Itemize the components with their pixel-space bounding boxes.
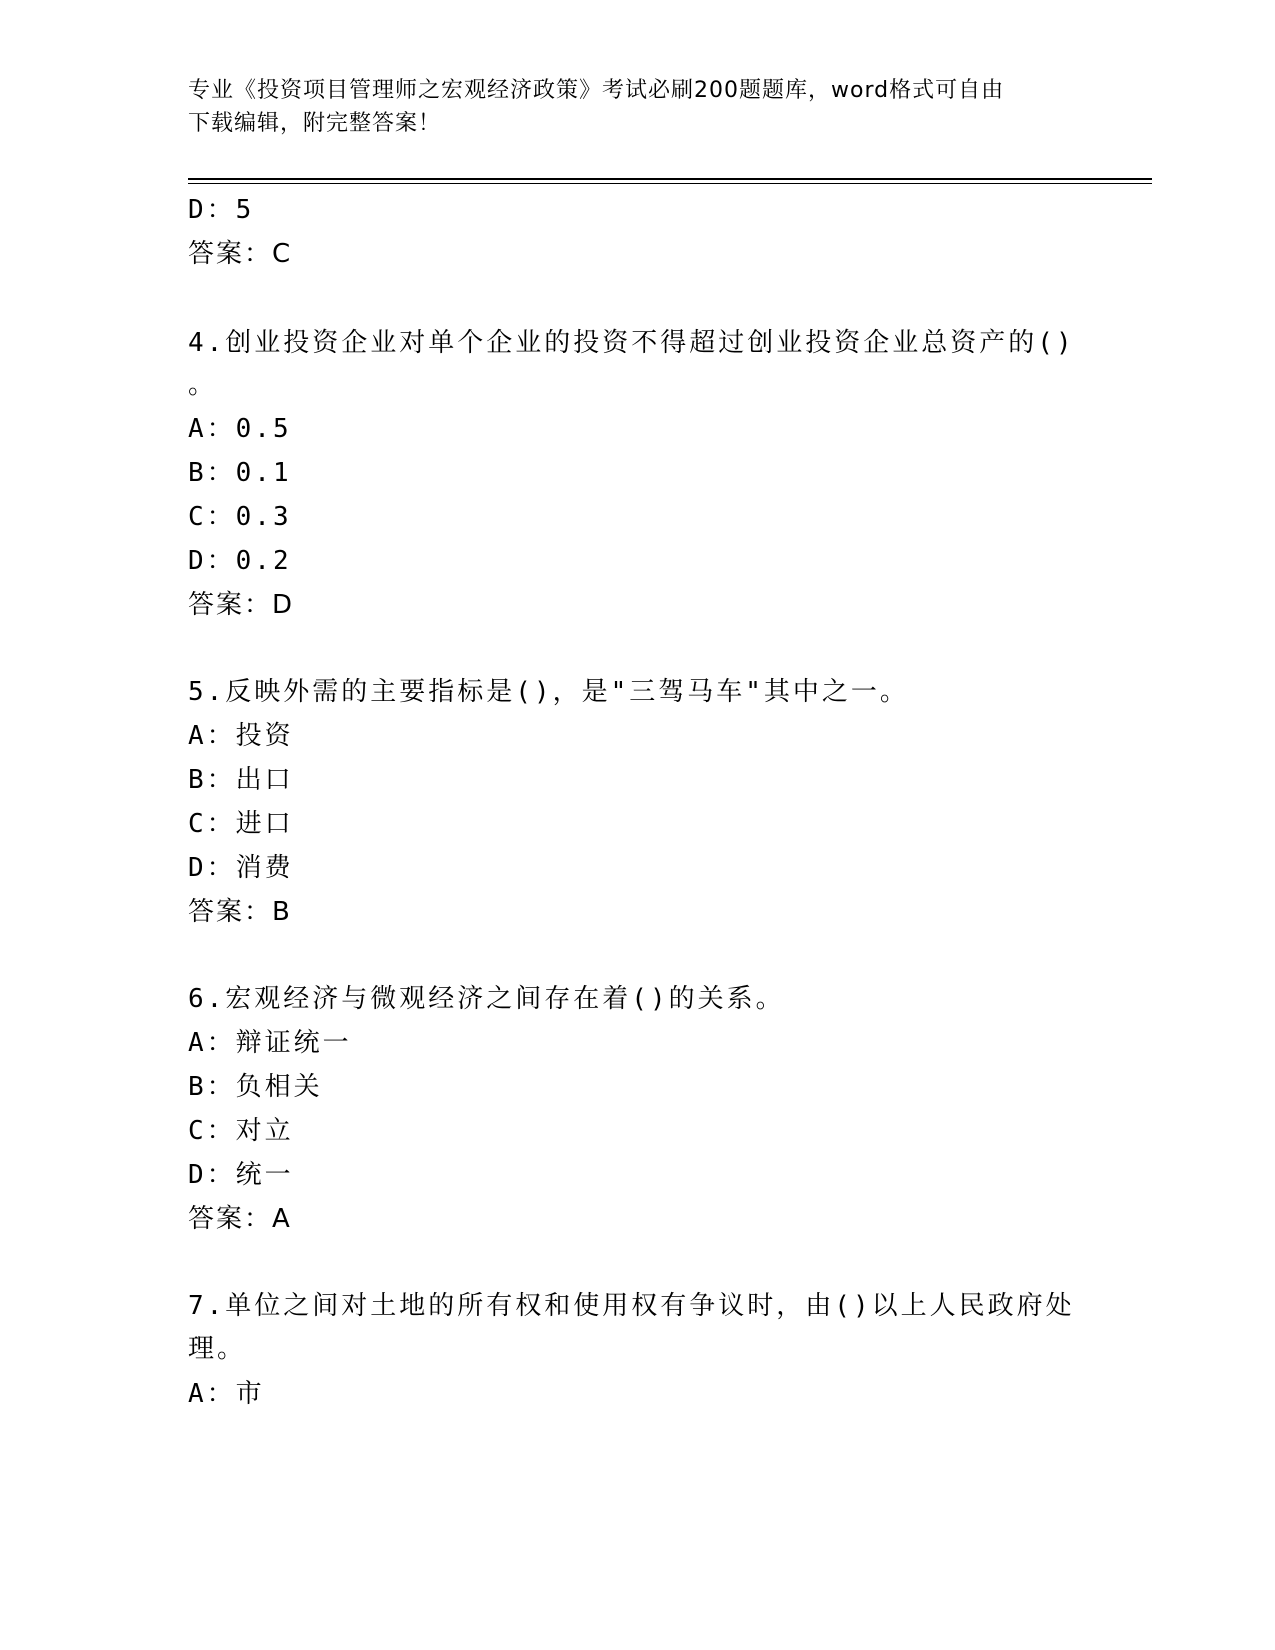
option-b: B：出口 <box>188 765 294 795</box>
option-d: D：统一 <box>188 1160 294 1190</box>
question-stem-continuation: 。 <box>188 370 218 400</box>
option-c: C：对立 <box>188 1116 294 1146</box>
answer-line: 答案：C <box>188 239 293 269</box>
option-d: D：0.2 <box>188 546 292 576</box>
question-stem-continuation: 理。 <box>188 1334 247 1364</box>
option-d: D：消费 <box>188 853 294 883</box>
option-a: A：市 <box>188 1379 265 1409</box>
answer-line: 答案：A <box>188 1204 292 1234</box>
answer-line: 答案：B <box>188 897 292 927</box>
header-line-2: 下载编辑，附完整答案！ <box>188 111 442 136</box>
option-c: C：进口 <box>188 809 294 839</box>
question-stem: 6.宏观经济与微观经济之间存在着()的关系。 <box>188 984 785 1014</box>
option-b: B：负相关 <box>188 1072 323 1102</box>
question-stem: 7.单位之间对土地的所有权和使用权有争议时，由()以上人民政府处 <box>188 1291 1075 1321</box>
question-stem: 5.反映外需的主要指标是()，是"三驾马车"其中之一。 <box>188 677 909 707</box>
header-divider-thin <box>188 183 1152 184</box>
option-d: D：5 <box>188 195 255 225</box>
option-a: A：0.5 <box>188 414 292 444</box>
document-header <box>188 74 1068 140</box>
header-line-1: 专业《投资项目管理师之宏观经济政策》考试必刷200题题库，word格式可自由 <box>188 78 1005 103</box>
option-a: A：辩证统一 <box>188 1028 352 1058</box>
option-c: C：0.3 <box>188 502 292 532</box>
option-b: B：0.1 <box>188 458 292 488</box>
option-a: A：投资 <box>188 721 294 751</box>
header-divider-thick <box>188 178 1152 180</box>
question-stem: 4.创业投资企业对单个企业的投资不得超过创业投资企业总资产的() <box>188 328 1075 358</box>
answer-line: 答案：D <box>188 590 295 620</box>
